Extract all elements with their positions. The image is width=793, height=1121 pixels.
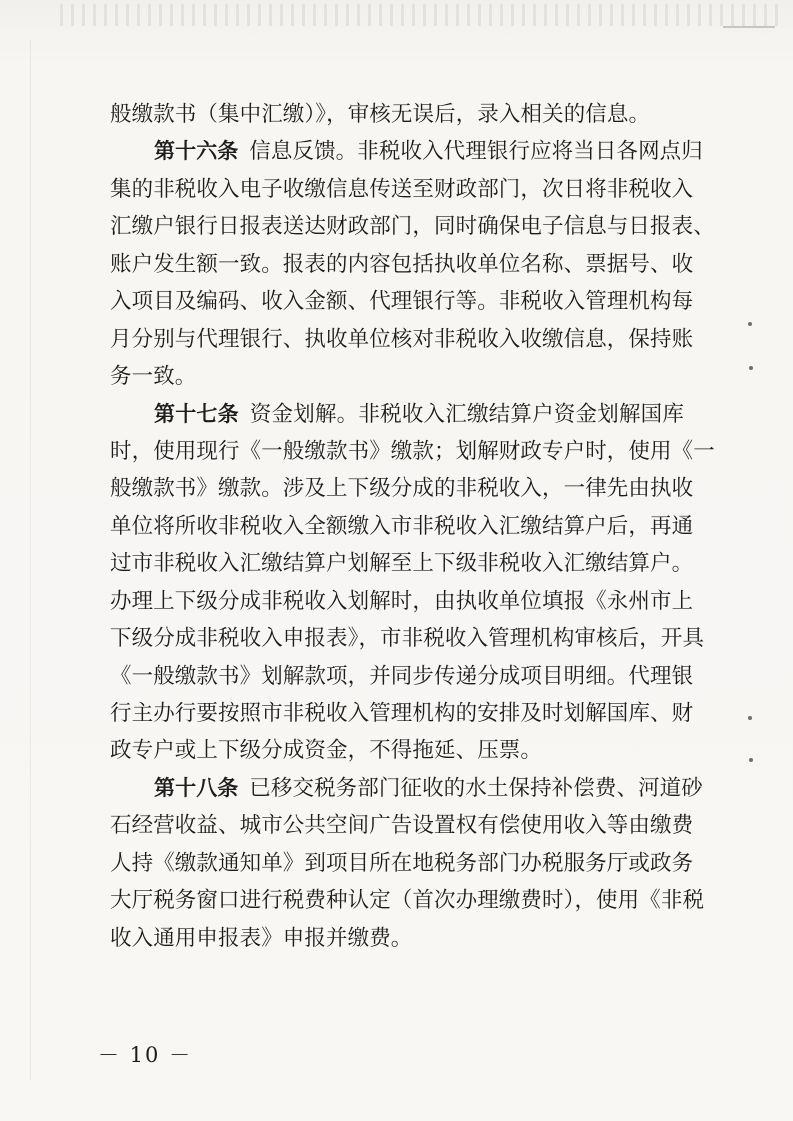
text-line bbox=[110, 807, 694, 844]
line-text: 务一致。 bbox=[110, 364, 197, 390]
line-text: 信息反馈。非税收入代理银行应将当日各网点归 bbox=[249, 139, 703, 165]
line-text: 入项目及编码、收入金额、代理银行等。非税收入管理机构每 bbox=[110, 289, 694, 315]
text-line bbox=[110, 583, 694, 620]
text-line bbox=[110, 433, 715, 470]
line-text: 办理上下级分成非税收入划解时，由执收单位填报《永州市上 bbox=[110, 588, 694, 614]
article-heading: 第十六条 bbox=[154, 139, 239, 164]
line-text: 收入通用申报表》申报并缴费。 bbox=[110, 925, 413, 951]
line-text: 大厅税务窗口进行税费种认定（首次办理缴费时），使用《非税 bbox=[110, 888, 705, 914]
binding-hole-mark bbox=[748, 716, 752, 720]
line-text: 石经营收益、城市公共空间广告设置权有偿使用收入等由缴费 bbox=[110, 813, 694, 839]
binding-edge bbox=[30, 40, 31, 1080]
text-line bbox=[110, 695, 694, 732]
binding-hole-mark bbox=[749, 758, 753, 762]
text-line bbox=[110, 321, 694, 358]
line-text: 单位将所收非税收入全额缴入市非税收入汇缴结算户后，再通 bbox=[110, 513, 694, 539]
line-text: 汇缴户银行日报表送达财政部门，同时确保电子信息与日报表、 bbox=[110, 214, 715, 240]
page-number: － 10 － bbox=[98, 1043, 193, 1067]
text-line bbox=[110, 208, 715, 245]
text-line bbox=[110, 96, 684, 133]
text-line bbox=[110, 658, 694, 695]
text-line bbox=[110, 545, 694, 582]
text-line bbox=[110, 171, 694, 208]
article-line bbox=[110, 133, 703, 170]
text-line bbox=[110, 620, 705, 657]
body-text bbox=[110, 96, 715, 957]
text-line bbox=[110, 470, 694, 507]
text-line bbox=[110, 358, 684, 395]
line-text: 般缴款书（集中汇缴）》，审核无误后，录入相关的信息。 bbox=[110, 102, 651, 127]
line-text: 《一般缴款书》划解款项，并同步传递分成项目明细。代理银 bbox=[110, 663, 694, 689]
binding-hole-mark bbox=[749, 366, 753, 370]
text-line bbox=[110, 732, 684, 769]
line-text: 人持《缴款通知单》到项目所在地税务部门办税服务厅或政务 bbox=[110, 850, 694, 876]
binding-hole-mark bbox=[748, 322, 752, 326]
line-text: 下级分成非税收入申报表》，市非税收入管理机构审核后，开具 bbox=[110, 626, 705, 652]
text-line bbox=[110, 920, 684, 957]
scan-bleed-through bbox=[60, 4, 780, 26]
line-text: 政专户或上下级分成资金，不得拖延、压票。 bbox=[110, 738, 543, 764]
line-text: 过市非税收入汇缴结算户划解至上下级非税收入汇缴结算户。 bbox=[110, 551, 694, 577]
article-heading: 第十八条 bbox=[154, 775, 239, 800]
line-text: 资金划解。非税收入汇缴结算户资金划解国库 bbox=[249, 401, 684, 427]
text-line bbox=[110, 845, 694, 882]
line-text: 行主办行要按照市非税收入管理机构的安排及时划解国库、财 bbox=[110, 701, 694, 726]
line-text: 已移交税务部门征收的水土保持补偿费、河道砂 bbox=[249, 775, 703, 801]
line-text: 账户发生额一致。报表的内容包括执收单位名称、票据号、收 bbox=[110, 251, 694, 277]
text-line bbox=[110, 882, 705, 919]
text-line bbox=[110, 283, 694, 320]
line-text: 集的非税收入电子收缴信息传送至财政部门，次日将非税收入 bbox=[110, 176, 694, 202]
article-heading: 第十七条 bbox=[154, 401, 239, 426]
article-line bbox=[110, 770, 703, 807]
text-line bbox=[110, 246, 694, 283]
article-line bbox=[110, 396, 684, 433]
scan-edge-mark bbox=[723, 26, 775, 42]
line-text: 时，使用现行《一般缴款书》缴款；划解财政专户时，使用《一 bbox=[110, 438, 715, 464]
line-text: 般缴款书》缴款。涉及上下级分成的非税收入，一律先由执收 bbox=[110, 476, 694, 502]
text-line bbox=[110, 508, 694, 545]
line-text: 月分别与代理银行、执收单位核对非税收入收缴信息，保持账 bbox=[110, 326, 694, 352]
